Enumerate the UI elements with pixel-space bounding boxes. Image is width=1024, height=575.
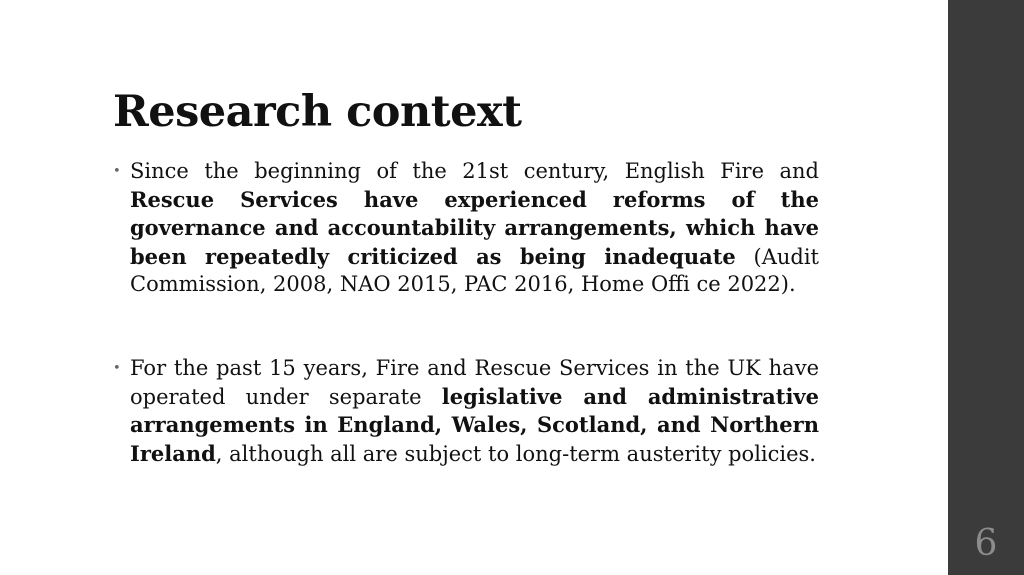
bullet-2-text-2-bold: legislative and administrative arrangements in England, Wales, Scotland, and Northern Ireland <box>130 383 819 466</box>
bullet-dot-icon: • <box>113 164 121 179</box>
bullet-2-text-1: For the past 15 years, Fire and Rescue Services in the UK have operated under separate <box>130 355 819 409</box>
side-bar <box>948 0 1024 575</box>
bullet-2-text-3: , although all are subject to long-term austerity policies. <box>215 441 816 466</box>
slide-title: Research context <box>113 87 522 137</box>
bullet-1-text-1: Since the beginning of the 21st century, English Fire and <box>130 159 819 183</box>
bullet-list <box>113 158 819 468</box>
bullet-item-2 <box>113 355 819 468</box>
page-number: 6 <box>974 523 998 564</box>
bullet-1-text-2-bold: Rescue Services have experienced reforms of the governance and accountability arrangements, which have been repeatedly criticized as being inadequate <box>130 186 819 269</box>
bullet-dot-icon: • <box>113 360 121 376</box>
bullet-1-text-3: (Audit Commission, 2008, NAO 2015, PAC 2016, Home Offi ce 2022). <box>130 244 819 297</box>
bullet-item-1 <box>113 158 819 299</box>
